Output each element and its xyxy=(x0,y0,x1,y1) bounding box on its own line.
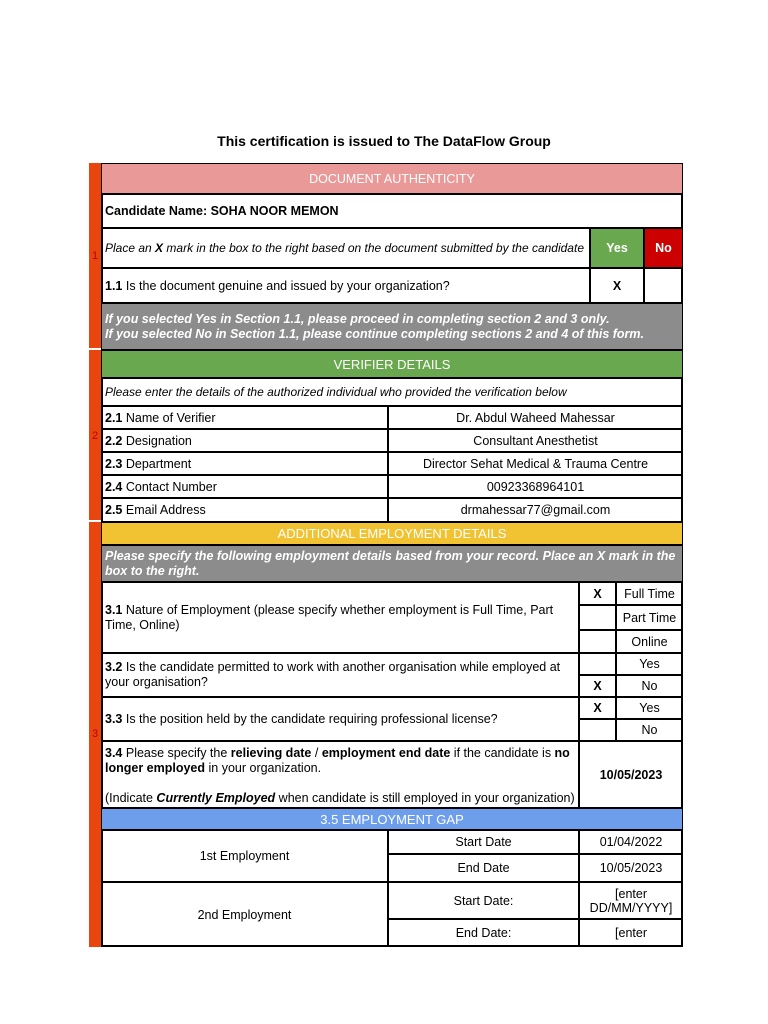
first-end-date-value[interactable]: 10/05/2023 xyxy=(579,854,683,882)
end-date-value[interactable]: 10/05/2023 xyxy=(579,741,683,808)
question-3-4: 3.4 Please specify the relieving date / employment end date if the candidate is no longer employed in your organization. (Indicate Currently Employed when candidate is still employed in your organization) xyxy=(101,741,579,808)
employment-details-header: ADDITIONAL EMPLOYMENT DETAILS xyxy=(101,522,683,545)
first-start-date-label: Start Date xyxy=(388,830,579,854)
section-routing-note: If you selected Yes in Section 1.1, please proceed in completing section 2 and 3 only. If you selected No in Section 1.1, please continue completing sections 2 and 4 of this form. xyxy=(101,303,683,350)
employment-instruction: Please specify the following employment details based from your record. Place an X mark in the box to the right. xyxy=(101,545,683,582)
full-time-box[interactable]: X xyxy=(579,582,616,605)
license-no-label: No xyxy=(616,719,683,741)
section-2-number: 2 xyxy=(91,430,99,442)
verifier-name-label: 2.1 Name of Verifier xyxy=(101,406,388,429)
first-start-date-value[interactable]: 01/04/2022 xyxy=(579,830,683,854)
second-start-date-value[interactable]: [enter DD/MM/YYYY] xyxy=(579,882,683,919)
license-yes-box[interactable]: X xyxy=(579,697,616,719)
verifier-designation-label: 2.2 Designation xyxy=(101,429,388,452)
authenticity-instruction: Place an X mark in the box to the right based on the document submitted by the candidate xyxy=(101,228,590,268)
employment-gap-header: 3.5 EMPLOYMENT GAP xyxy=(101,808,683,830)
verifier-designation-value[interactable]: Consultant Anesthetist xyxy=(388,429,683,452)
no-header: No xyxy=(644,228,683,268)
section-1-number: 1 xyxy=(91,250,99,262)
online-label: Online xyxy=(616,630,683,653)
first-end-date-label: End Date xyxy=(388,854,579,882)
verifier-details-header: VERIFIER DETAILS xyxy=(101,350,683,378)
license-yes-label: Yes xyxy=(616,697,683,719)
question-1-1-no-box[interactable] xyxy=(644,268,683,303)
part-time-box[interactable] xyxy=(579,605,616,630)
verifier-department-value[interactable]: Director Sehat Medical & Trauma Centre xyxy=(388,452,683,475)
second-end-date-label: End Date: xyxy=(388,919,579,947)
section-3-number: 3 xyxy=(91,728,99,740)
work-elsewhere-yes-box[interactable] xyxy=(579,653,616,675)
online-box[interactable] xyxy=(579,630,616,653)
first-employment-label: 1st Employment xyxy=(101,830,388,882)
work-elsewhere-yes-label: Yes xyxy=(616,653,683,675)
document-authenticity-header: DOCUMENT AUTHENTICITY xyxy=(101,163,683,194)
work-elsewhere-no-label: No xyxy=(616,675,683,697)
verifier-email-label: 2.5 Email Address xyxy=(101,498,388,522)
license-no-box[interactable] xyxy=(579,719,616,741)
question-3-1: 3.1 Nature of Employment (please specify whether employment is Full Time, Part Time, Online) xyxy=(101,582,579,653)
full-time-label: Full Time xyxy=(616,582,683,605)
verifier-email-value[interactable]: drmahessar77@gmail.com xyxy=(388,498,683,522)
second-end-date-value[interactable]: [enter xyxy=(579,919,683,947)
yes-header: Yes xyxy=(590,228,644,268)
question-3-3: 3.3 Is the position held by the candidate requiring professional license? xyxy=(101,697,579,741)
work-elsewhere-no-box[interactable]: X xyxy=(579,675,616,697)
question-3-2: 3.2 Is the candidate permitted to work with another organisation while employed at your organisation? xyxy=(101,653,579,697)
certification-heading: This certification is issued to The DataFlow Group xyxy=(217,133,551,149)
candidate-name: Candidate Name: SOHA NOOR MEMON xyxy=(101,194,683,228)
second-start-date-label: Start Date: xyxy=(388,882,579,919)
verifier-name-value[interactable]: Dr. Abdul Waheed Mahessar xyxy=(388,406,683,429)
verifier-contact-label: 2.4 Contact Number xyxy=(101,475,388,498)
verifier-department-label: 2.3 Department xyxy=(101,452,388,475)
second-employment-label: 2nd Employment xyxy=(101,882,388,947)
part-time-label: Part Time xyxy=(616,605,683,630)
verifier-instruction: Please enter the details of the authorized individual who provided the verification below xyxy=(101,378,683,406)
question-1-1: 1.1 Is the document genuine and issued by your organization? xyxy=(101,268,590,303)
question-1-1-yes-box[interactable]: X xyxy=(590,268,644,303)
verifier-contact-value[interactable]: 00923368964101 xyxy=(388,475,683,498)
